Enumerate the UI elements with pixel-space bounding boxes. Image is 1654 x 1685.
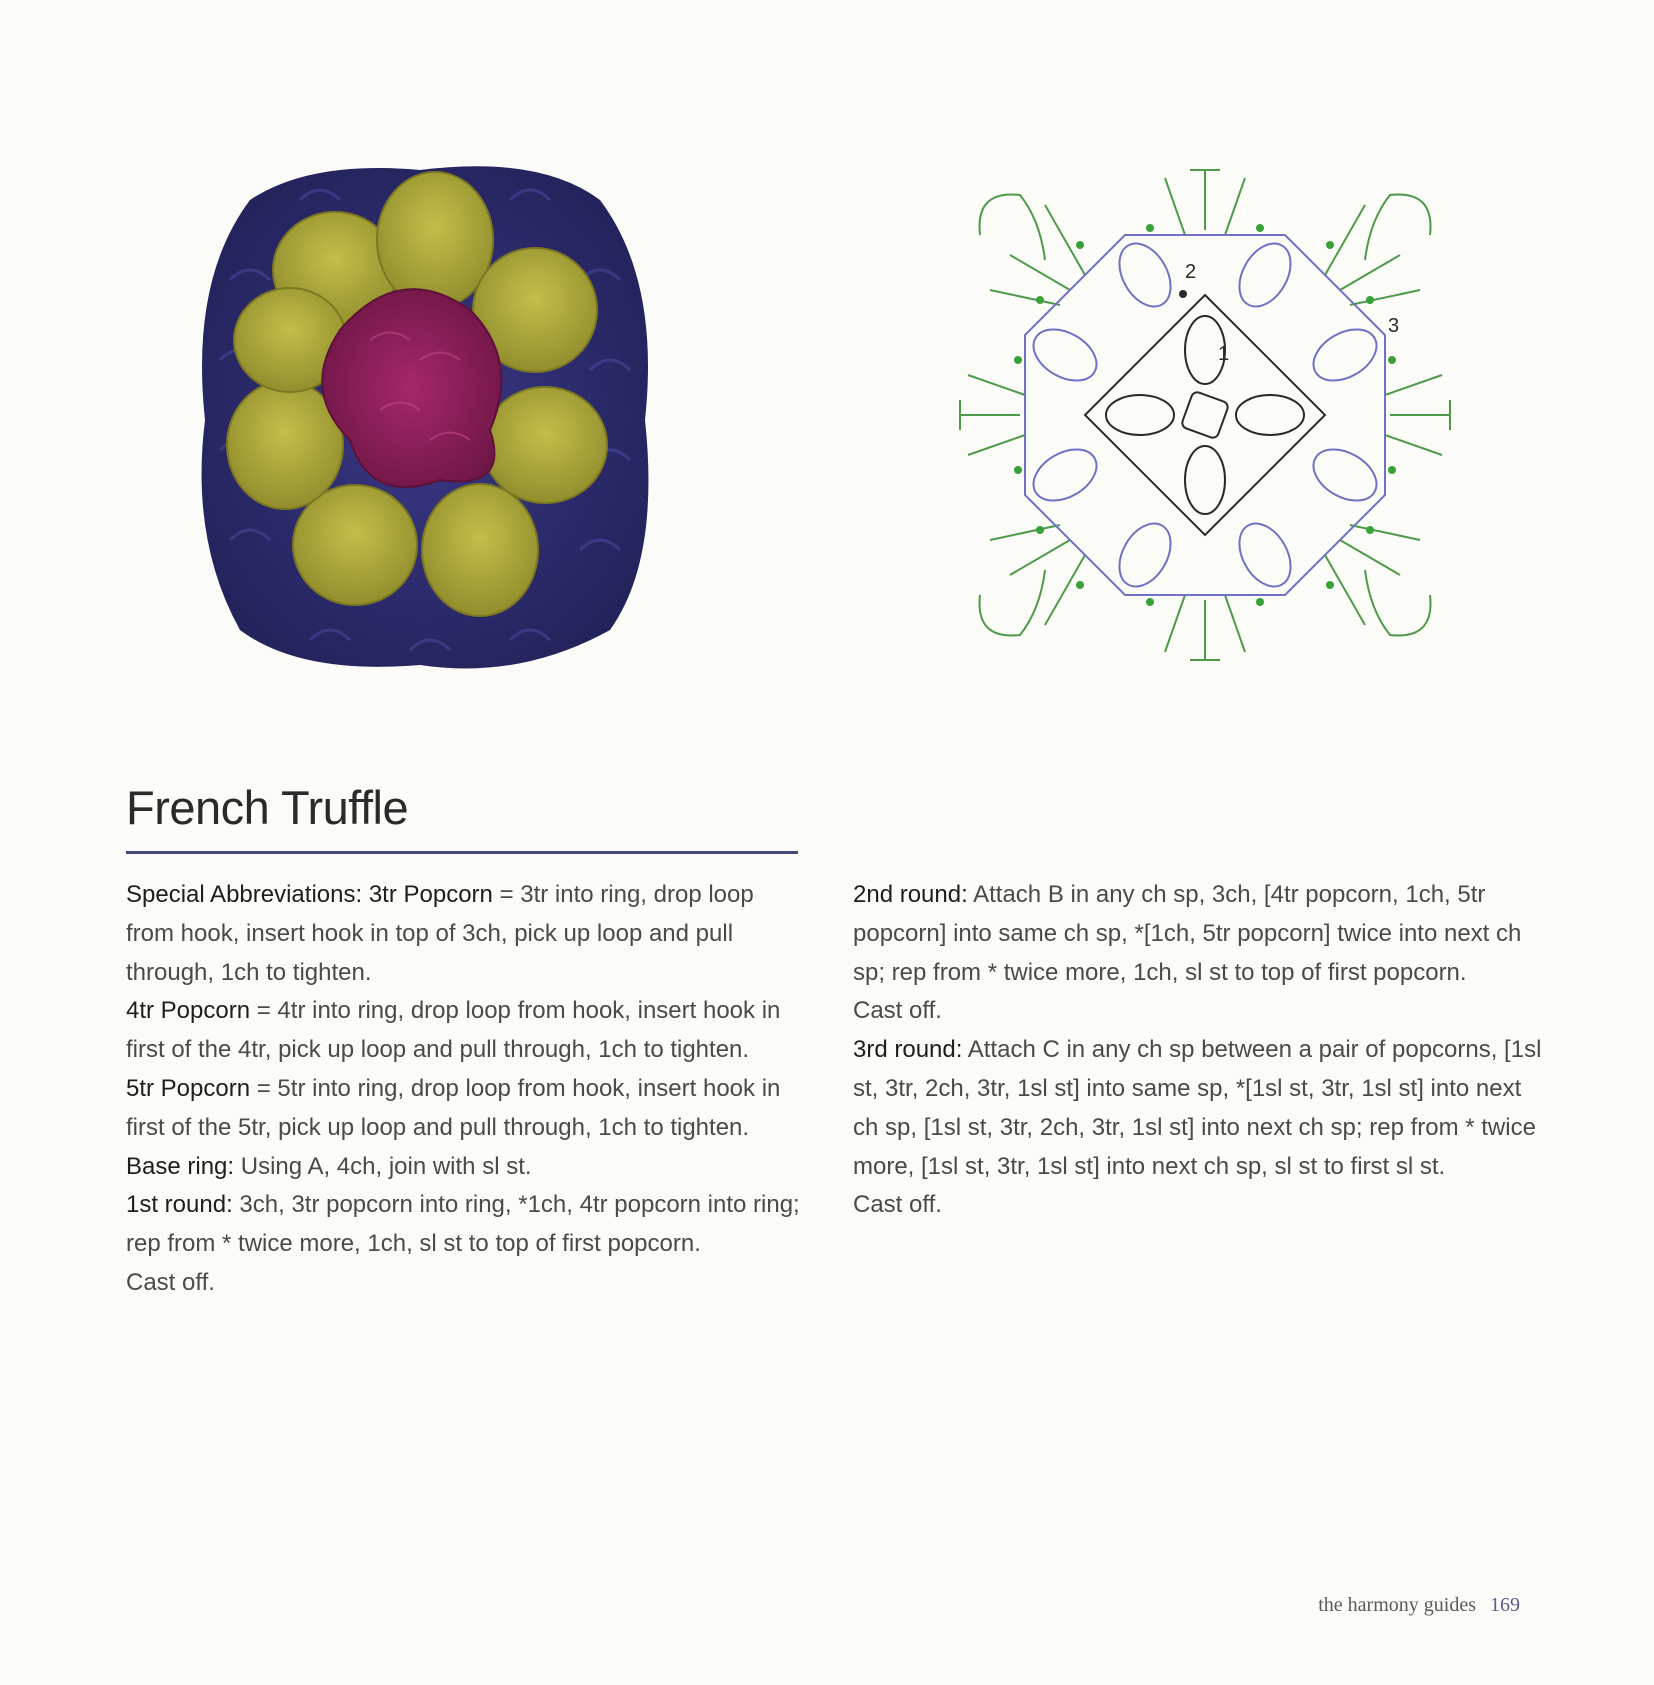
popcorn-4tr-text: = 4tr into ring, drop loop from hook, insert hook in first of the 4tr, pick up loop and pull through, 1ch to tighten. bbox=[126, 997, 781, 1064]
instructions-left-column bbox=[126, 876, 806, 1303]
round-1-stitches bbox=[1085, 295, 1325, 535]
footer-guide-title: the harmony guides bbox=[1318, 1594, 1476, 1616]
round-label-1: 1 bbox=[1218, 343, 1230, 365]
popcorn-5tr-label: 5tr Popcorn bbox=[126, 1074, 251, 1102]
round-1-castoff: Cast off. bbox=[126, 1268, 215, 1296]
round-2-text: Attach B in any ch sp, 3ch, [4tr popcorn, 1ch, 5tr popcorn] into same ch sp, *[1ch, 5tr popcorn] twice into next ch sp; rep from * twice more, 1ch, sl st to top of first popcorn. bbox=[853, 881, 1522, 986]
popcorn-5tr bbox=[126, 1070, 806, 1148]
round-2 bbox=[853, 876, 1543, 992]
round-label-3: 3 bbox=[1388, 315, 1400, 337]
round-1-label: 1st round: bbox=[126, 1191, 233, 1219]
instructions-right-column bbox=[853, 876, 1543, 1225]
crochet-square-photo bbox=[190, 160, 660, 680]
round-1-start-dot bbox=[1179, 290, 1187, 298]
crochet-chart-diagram bbox=[950, 160, 1460, 670]
special-abbreviations bbox=[126, 876, 806, 992]
popcorn-5tr-text: = 5tr into ring, drop loop from hook, insert hook in first of the 5tr, pick up loop and pull through, 1ch to tighten. bbox=[126, 1074, 781, 1141]
base-ring-text: Using A, 4ch, join with sl st. bbox=[240, 1152, 532, 1180]
round-3 bbox=[853, 1031, 1543, 1186]
base-ring bbox=[126, 1148, 806, 1187]
title-rule bbox=[126, 851, 798, 854]
round-2-label: 2nd round: bbox=[853, 881, 968, 908]
popcorn-4tr-label: 4tr Popcorn bbox=[126, 997, 251, 1025]
round-3-stitches bbox=[960, 170, 1450, 660]
round-1 bbox=[126, 1186, 806, 1264]
pattern-title: French Truffle bbox=[126, 781, 409, 834]
round-label-2: 2 bbox=[1185, 261, 1197, 283]
base-ring-label: Base ring: bbox=[126, 1152, 235, 1180]
special-text: = 3tr into ring, drop loop from hook, insert hook in top of 3ch, pick up loop and pull through, 1ch to tighten. bbox=[126, 881, 754, 986]
round-2-stitches bbox=[1025, 235, 1386, 596]
round-2-castoff: Cast off. bbox=[853, 997, 942, 1025]
round-3-label: 3rd round: bbox=[853, 1036, 963, 1064]
round-3-castoff: Cast off. bbox=[853, 1191, 942, 1219]
round-1-text: 3ch, 3tr popcorn into ring, *1ch, 4tr popcorn into ring; rep from * twice more, 1ch, sl st to top of first popcorn. bbox=[126, 1191, 800, 1258]
round-3-dots bbox=[1014, 224, 1396, 606]
special-label: Special Abbreviations: 3tr Popcorn bbox=[126, 881, 493, 908]
page-footer bbox=[1318, 1594, 1520, 1617]
page-number: 169 bbox=[1490, 1594, 1520, 1616]
round-3-text: Attach C in any ch sp between a pair of popcorns, [1sl st, 3tr, 2ch, 3tr, 1sl st] into same sp, *[1sl st, 3tr, 1sl st] into next ch sp, [1sl st, 3tr, 2ch, 3tr, 1sl st] into next ch sp; rep from * twice more, [1sl st, 3tr, 1sl st] into next ch sp, sl st to first sl st. bbox=[853, 1036, 1542, 1180]
popcorn-4tr bbox=[126, 992, 806, 1070]
